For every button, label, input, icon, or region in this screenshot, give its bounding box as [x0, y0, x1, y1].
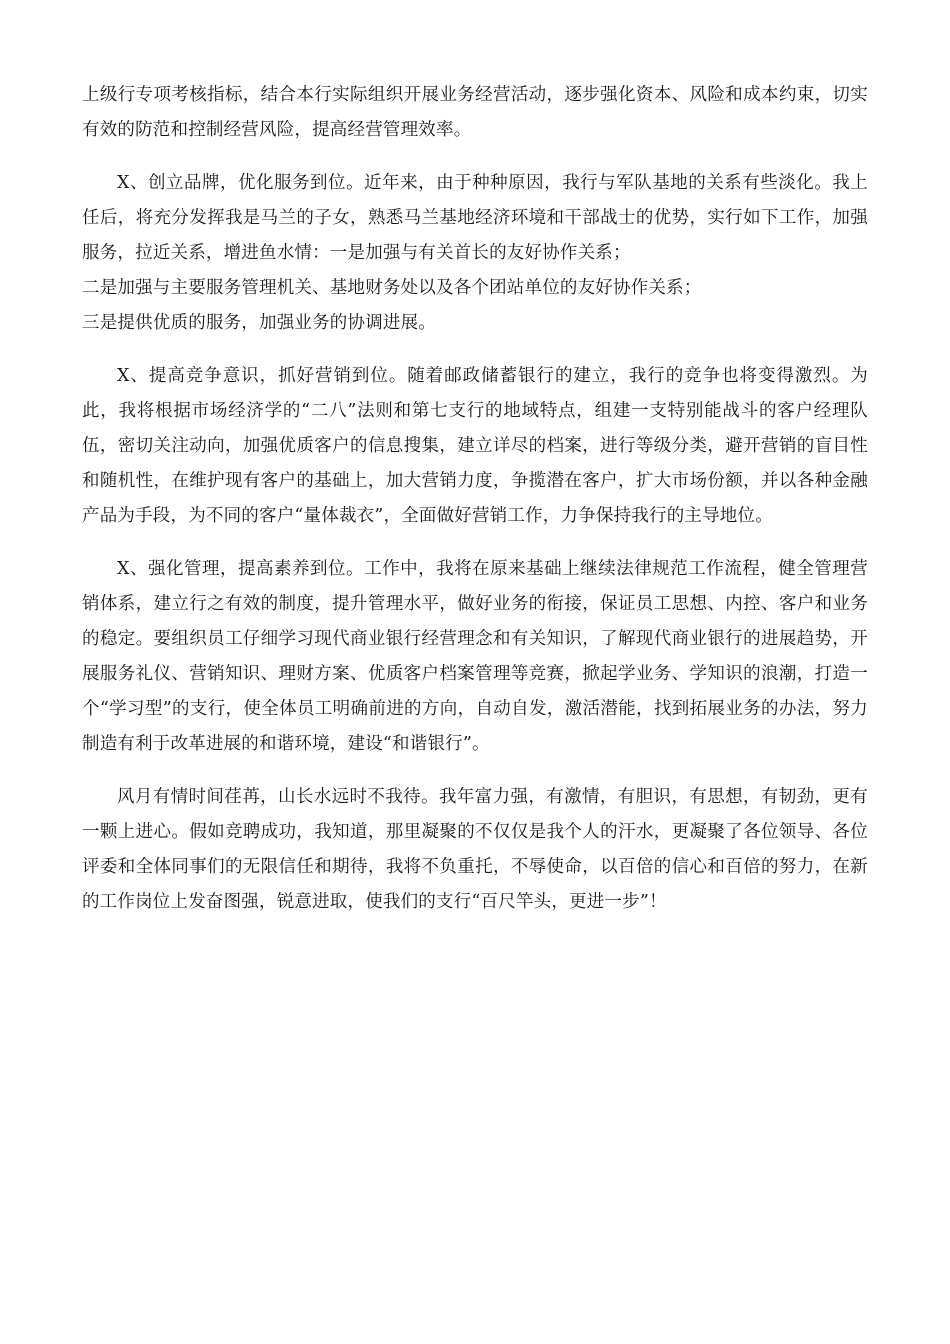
paragraph-management-quality: X、强化管理，提高素养到位。工作中，我将在原来基础上继续法律规范工作流程，健全管理营销体系，建立行之有效的制度，提升管理水平，做好业务的衔接，保证员工思想、内控、客户和业务的稳定。要组织员工仔细学习现代商业银行经营理念和有关知识，了解现代商业银行的进展趋势，开展服务礼仪、营销知识、理财方案、优质客户档案管理等竞赛，掀起学业务、学知识的浪潮，打造一个“学习型”的支行，使全体员工明确前进的方向，自动自发，激活潜能，找到拓展业务的办法，努力制造有利于改革进展的和谐环境，建设“和谐银行”。 — [82, 559, 868, 754]
paragraph-closing: 风月有情时间荏苒，山长水远时不我待。我年富力强，有激情，有胆识，有思想，有韧劲，更有一颗上进心。假如竞聘成功，我知道，那里凝聚的不仅仅是我个人的汗水，更凝聚了各位领导、各位评委和全体同事们的无限信任和期待，我将不负重托，不辱使命，以百倍的信心和百倍的努力，在新的工作岗位上发奋图强，锐意进取，使我们的支行“百尺竿头，更进一步”！ — [82, 787, 868, 912]
paragraph-brand-service: X、创立品牌，优化服务到位。近年来，由于种种原因，我行与军队基地的关系有些淡化。我上任后，将充分发挥我是马兰的子女，熟悉马兰基地经济环境和干部战士的优势，实行如下工作，加强服务，拉近关系，增进鱼水情：一是加强与有关首长的友好协作关系； — [82, 173, 868, 263]
paragraph-cooperation-second: 二是加强与主要服务管理机关、基地财务处以及各个团站单位的友好协作关系； — [82, 278, 702, 298]
paragraph-assessment-continuation: 上级行专项考核指标，结合本行实际组织开展业务经营活动，逐步强化资本、风险和成本约束，切实有效的防范和控制经营风险，提高经营管理效率。 — [82, 85, 868, 140]
document-page — [82, 78, 868, 920]
paragraph-competition-marketing: X、提高竞争意识，抓好营销到位。随着邮政储蓄银行的建立，我行的竞争也将变得激烈。为此，我将根据市场经济学的“二八”法则和第七支行的地域特点，组建一支特别能战斗的客户经理队伍，密切关注动向，加强优质客户的信息搜集，建立详尽的档案，进行等级分类，避开营销的盲目性和随机性，在维护现有客户的基础上，加大营销力度，争揽潜在客户，扩大市场份额，并以各种金融产品为手段，为不同的客户“量体裁衣”，全面做好营销工作，力争保持我行的主导地位。 — [82, 366, 868, 526]
paragraph-cooperation-third: 三是提供优质的服务，加强业务的协调进展。 — [82, 313, 436, 333]
